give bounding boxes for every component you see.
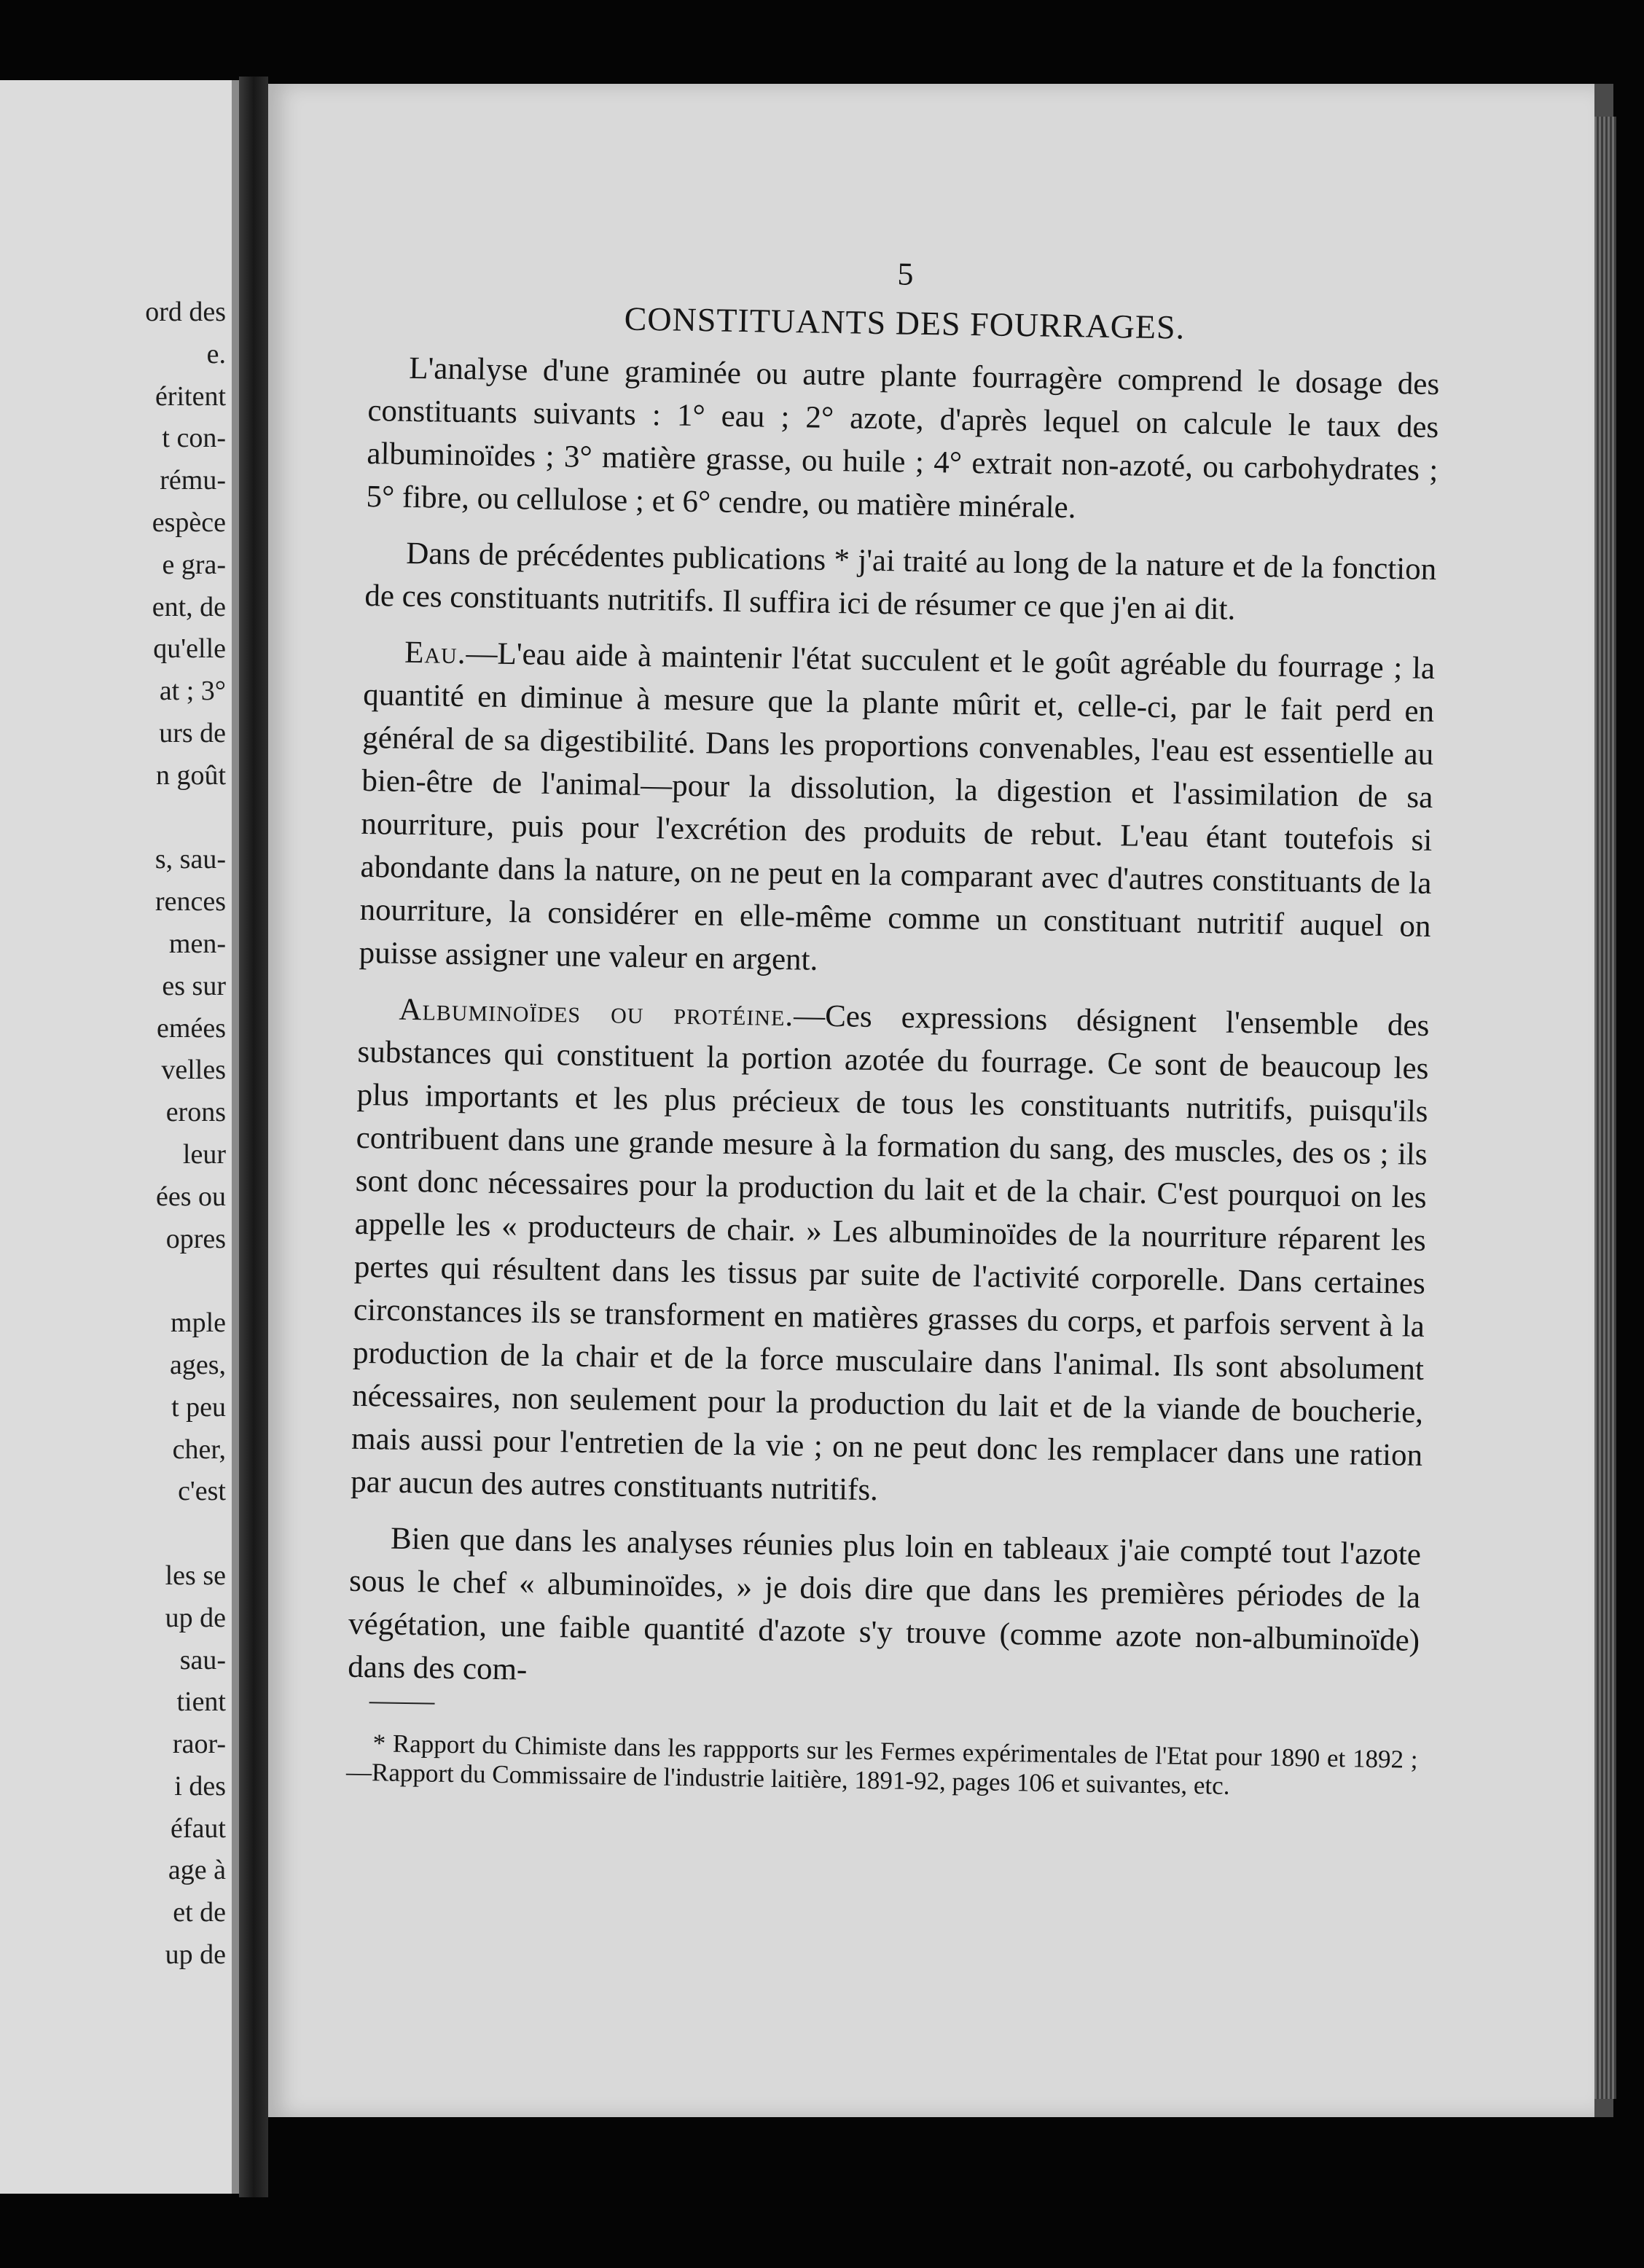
book-gutter: [239, 77, 268, 2197]
paragraph-text: Bien que dans les analyses réunies plus loin en tableaux j'aie compté tout l'azote sous le chef « albuminoïdes, » je dois dire que dans les premières périodes de la végétation, une faible quantité d'azote s'y trouve (comme azote non-albuminoïde) dans des com-: [347, 1521, 1422, 1687]
paragraph-lead: Albuminoïdes ou protéine.: [399, 992, 794, 1033]
paragraph: [366, 346, 1440, 535]
footnote-rule: [369, 1702, 435, 1704]
page-number: 5: [897, 256, 914, 292]
paragraph-text: Dans de précédentes publications * j'ai traité au long de la nature et de la fonction de ces constituants nutritifs. Il suffira ici de résumer ce que j'en ai dit.: [364, 536, 1437, 627]
paragraph: [359, 630, 1435, 991]
right-page: [268, 84, 1613, 2117]
left-page: [0, 80, 239, 2194]
paragraph-text: —Ces expressions désignent l'ensemble des substances qui constituent la portion azotée du fourrage. Ce sont de beaucoup les plus importants et les plus précieux de tous les constituants nutritifs, puisqu'ils contribuent dans une grande mesure à la formation du sang, des muscles, des os ; ils sont donc nécessaires pour la production du lait et de la chair. C'est pourquoi on les appelle les « producteurs de chair. » Les albuminoïdes de la nourriture réparent les pertes qui résultent dans les tissus par suite de l'activité corporelle. Dans certaines circonstances ils se transforment en matières grasses du corps, et parfois servent à la production de la chair et de la force musculaire dans l'animal. Ils sont absolument nécessaires, non seulement pour la production du lait et de la viande de boucherie, mais aussi pour l'entretien de la vie ; on ne peut donc les remplacer dans une ration par aucun des autres constituants nutritifs.: [350, 998, 1430, 1508]
paragraph-text: —L'eau aide à maintenir l'état succulent et le goût agréable du fourrage ; la quantité en diminue à mesure que la plante mûrit et, celle-ci, par le fait perd en général de sa digestibilité. Dans les proportions convenables, l'eau est essentielle au bien-être de l'animal—pour la dissolution, la digestion et l'assimilation de sa nourriture, puis pour l'excrétion des produits de rebut. L'eau étant toutefois si abondante dans la nature, on ne peut en la comparant avec d'autres constituants de la nourriture, la considérer en elle-même comme un constituant nutritif auquel on puisse assigner une valeur en argent.: [359, 636, 1436, 977]
left-page-text: ord des e. éritent t con- rému- espèce e gra- ent, de qu'elle at ; 3° urs de n goût s, sau- rences men- es sur emées velles erons leur ées ou opres mple ages, t peu cher, c'est les se up de sau- tient raor- i des éfaut age à et de up de: [145, 297, 226, 1971]
page-content: [345, 244, 1441, 1829]
paragraph: [351, 988, 1430, 1520]
paragraph: [364, 531, 1437, 634]
paragraph: [348, 1517, 1422, 1705]
paragraph-lead: Eau.: [404, 635, 466, 671]
paragraph-text: L'analyse d'une graminée ou autre plante fourragère comprend le dosage des constituants suivants : 1° eau ; 2° azote, d'après lequel on calcule le taux des albuminoïdes ; 3° matière grasse, ou huile ; 4° extrait non-azoté, ou carbohydrates ; 5° fibre, ou cellulose ; et 6° cendre, ou matière minérale.: [366, 351, 1440, 525]
page-edge: [1594, 117, 1616, 2099]
footnote: * Rapport du Chimiste dans les rappports sur les Fermes expérimentales de l'Etat pour 1890 et 1892 ;—Rapport du Commissaire de l'industrie laitière, 1891-92, pages 106 et suivantes, etc.: [345, 1729, 1418, 1800]
section-heading: CONSTITUANTS DES FOURRAGES.: [624, 300, 1186, 346]
